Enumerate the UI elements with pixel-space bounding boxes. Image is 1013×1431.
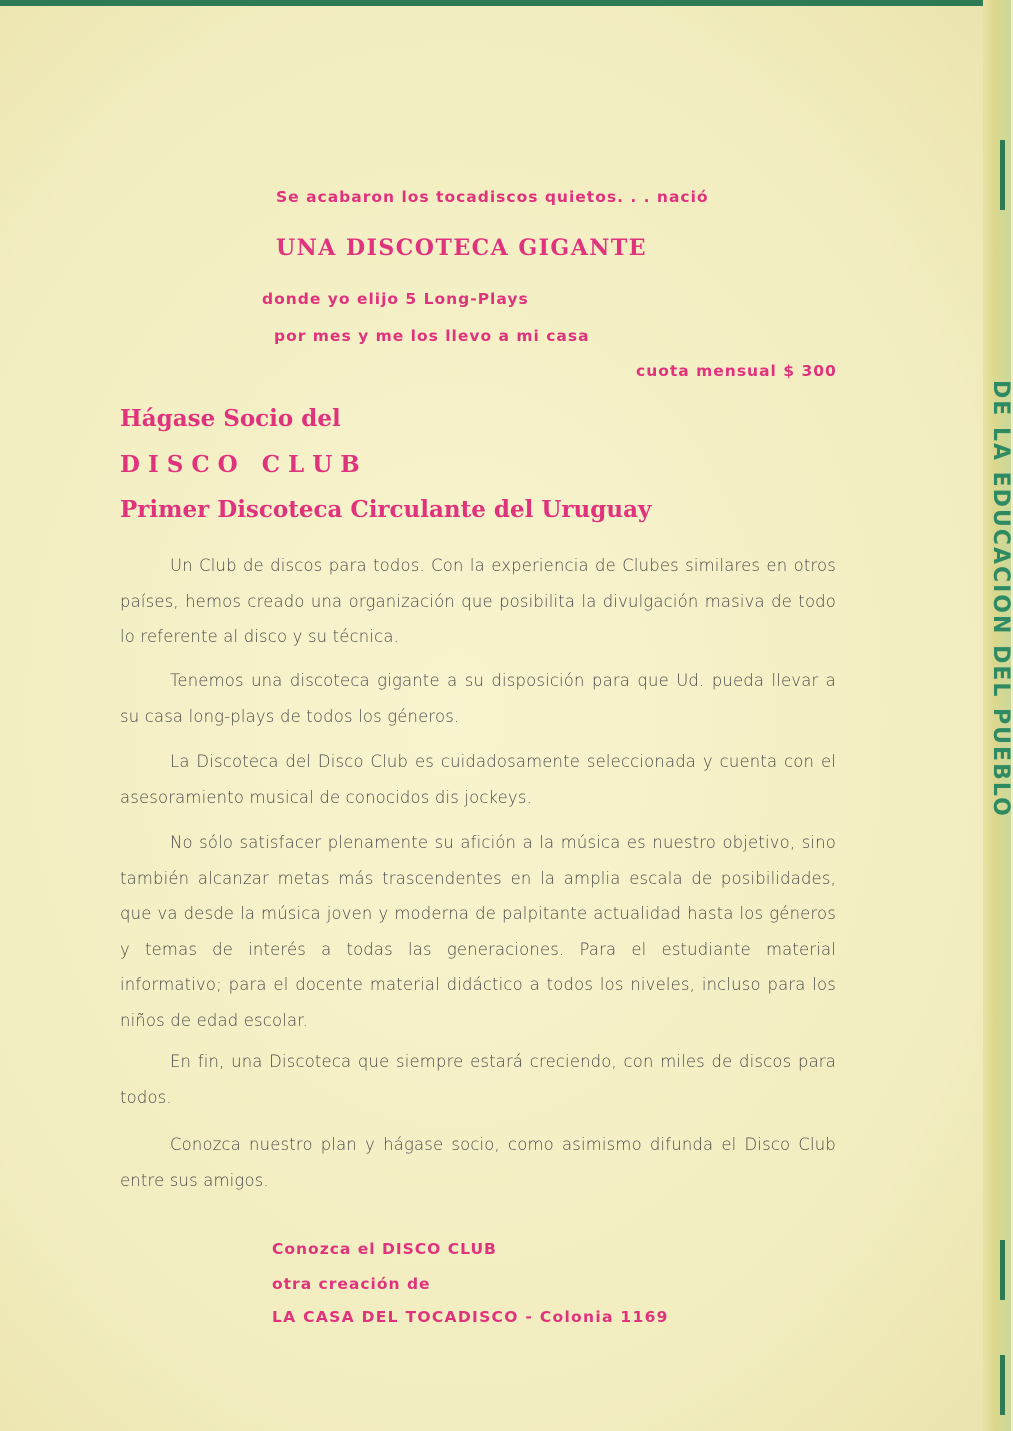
- footer-address: LA CASA DEL TOCADISCO - Colonia 1169: [272, 1308, 669, 1326]
- footer-line-1: Conozca el DISCO CLUB: [272, 1240, 497, 1258]
- footer-line-2: otra creación de: [272, 1275, 431, 1293]
- monthly-fee: cuota mensual $ 300: [636, 362, 837, 380]
- paragraph-1: Un Club de discos para todos. Con la experiencia de Clubes similares en otros países, hemos creado una organización que posibilita la divulgación masiva de todo lo referente al disco y su técnica.: [120, 556, 836, 646]
- title-line-3: Primer Discoteca Circulante del Uruguay: [120, 496, 652, 523]
- subline-1: donde yo elijo 5 Long-Plays: [262, 290, 529, 308]
- spine-mark: [1000, 1355, 1005, 1415]
- intro-line: Se acabaron los tocadiscos quietos. . . nació: [276, 188, 709, 206]
- paragraph-3: La Discoteca del Disco Club es cuidadosamente seleccionada y cuenta con el asesoramiento musical de conocidos dis jockeys.: [120, 752, 836, 807]
- title-line-2: D I S C O C L U B: [120, 451, 360, 478]
- cover-top-edge: [0, 0, 1011, 6]
- spine-label: DE LA EDUCACION DEL PUEBLO: [988, 380, 1013, 818]
- paragraph-2: Tenemos una discoteca gigante a su disposición para que Ud. pueda llevar a su casa long-plays de todos los géneros.: [120, 671, 836, 726]
- paragraph-5: En fin, una Discoteca que siempre estará creciendo, con miles de discos para todos.: [120, 1052, 836, 1107]
- spine-mark: [1000, 1240, 1005, 1300]
- headline: UNA DISCOTECA GIGANTE: [276, 235, 648, 261]
- paragraph-6: Conozca nuestro plan y hágase socio, como asimismo difunda el Disco Club entre sus amigos.: [120, 1135, 836, 1190]
- spine-mark: [1000, 140, 1005, 210]
- title-line-1: Hágase Socio del: [120, 405, 341, 432]
- paragraph-4: No sólo satisfacer plenamente su afición a la música es nuestro objetivo, sino también alcanzar metas más trascendentes en la amplia escala de posibilidades, que va desde la música joven y moderna de palpitante actualidad hasta los géneros y temas de interés a todas las generaciones. Para el estudiante material informativo; para el docente material didáctico a todos los niveles, incluso para los niños de edad escolar.: [120, 833, 836, 1030]
- subline-2: por mes y me los llevo a mi casa: [274, 327, 590, 345]
